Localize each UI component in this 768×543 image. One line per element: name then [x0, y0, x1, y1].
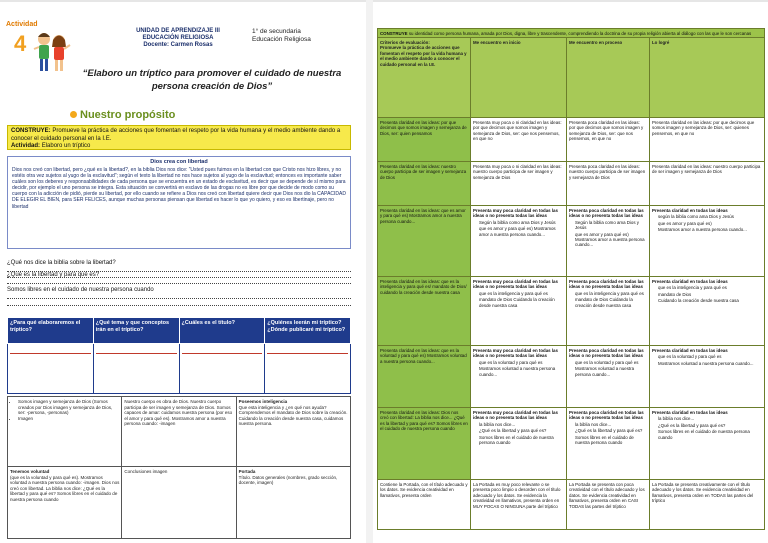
rubric-criterion: Presenta claridad en las ideas: que es la voluntad y para qué es) Mostramos voluntad a nuestra persona cuando... [378, 346, 471, 408]
rubric-level-text: Presenta muy poca claridad en todas las ideas o no presenta todas las ideas [473, 347, 558, 359]
rubric-construye [378, 29, 765, 38]
bullet-dot-icon [70, 111, 77, 118]
rubric-item: • según la biblia como ama Dios y Jesús [658, 214, 762, 219]
rubric-start [471, 408, 567, 480]
rubric-criterion: Presenta claridad en las ideas: nuestro cuerpo participa de ser imagen y semejanza de Dios [378, 162, 471, 206]
unit-header [118, 28, 238, 49]
triptych-cell-text: Que esta inteligencia y ¿en qué nos ayuda? Comprendemos el mandato de Dios sobre la creación. Cuidando la creación desde nuestra casa, cuidamos nuestra persona. [238, 404, 348, 427]
rubric-item: • la biblia nos dice... [658, 416, 762, 421]
unit-title: UNIDAD DE APRENDIZAJE III [136, 28, 220, 34]
rubric-item: • mandato de Dios Cuidando la creación desde nuestra casa [479, 297, 564, 308]
rubric-row [378, 206, 765, 277]
reading-box [7, 156, 351, 249]
rubric-item: • que es la inteligencia y para qué es [575, 291, 647, 296]
activity-number: 4 [14, 31, 27, 56]
rubric-col-process: Me encuentro en proceso [567, 38, 650, 118]
rubric-start [471, 206, 567, 277]
rubric-achieved: Presenta claridad en las ideas: nuestro cuerpo participa de ser imagen y semejanza de Dios [650, 162, 765, 206]
rubric-row [378, 346, 765, 408]
construye-box [7, 125, 351, 150]
rubric-item: • Cuidando la creación desde nuestra casa [658, 298, 762, 303]
planning-header: ¿Cuáles es el título? [179, 318, 265, 344]
subject-title: EDUCACIÓN RELIGIOSA [142, 35, 214, 41]
question-2: ¿Qué es la libertad y para qué es? [7, 272, 100, 278]
page-1 [0, 15, 366, 543]
rubric-level-text: Presenta claridad en todas las ideas [652, 409, 728, 415]
rubric-level-text: Presenta poca claridad en todas las ideas o no presenta todas las ideas [569, 347, 644, 359]
rubric-process: Presenta poca claridad en las ideas: por que decimos que somos imagen y semejanza de Dios, ser: que nos pensemos, en que no [567, 118, 650, 162]
triptych-cell [8, 397, 122, 467]
triptych-cell-text: (que es la voluntad y para qué es). Mostramos voluntad a nuestra persona cuando: -imagen. Dios nos creó con libertad. La biblia nos dice: ¿Qué es la libertad y para qué es? Somos libres en el cuidado de nuestra persona cuando [10, 474, 120, 502]
criteria-label: Criterios de evaluación: [380, 39, 430, 45]
triptych-cell-title: Tenemos voluntad [10, 469, 50, 474]
triptych-cell: Conclusiones imagen [122, 467, 236, 539]
rubric-item: • que es la voluntad y para qué es [658, 354, 762, 359]
rubric-item: • que es amor y para qué es) Mostramos amor a nuestra persona cuando... [479, 226, 564, 237]
answer-line [7, 305, 351, 306]
triptych-cell-text: Título. Datos generales (nombres, grado sección, docente, imagen) [238, 474, 338, 486]
rubric-criterion: Presenta claridad en las ideas: Dios nos creó con libertad: La biblia nos dice... ¿Qué es la libertad y para qué es? Somos libres en el cuidado de nuestra persona cuando [378, 408, 471, 480]
rubric-row [378, 162, 765, 206]
rubric-construye-label: CONSTRUYE [380, 30, 408, 36]
rubric-item: • que es amor y para qué es) Mostramos amor a nuestra persona cuando... [575, 232, 647, 248]
rubric-item: • mandato de Dios Cuidando la creación desde nuestra casa [575, 297, 647, 308]
rubric-item: • ¿Qué es la libertad y para qué es? [479, 428, 564, 433]
criteria-text: Promueve la práctica de acciones que fomentan el respeto por la vida humana y el medio ambiente dando a conocer el cuidado personal en la I.E. [380, 45, 467, 67]
rubric-item: • Mostramos amor a nuestra persona cuando... [658, 227, 762, 232]
rubric-start [471, 277, 567, 346]
answer-line [7, 283, 351, 284]
construye-text: Promueve la práctica de acciones que fomentan el respeto por la vida humana y el medio ambiente dando a conocer el cuidado personal en la I.E. [11, 128, 341, 142]
rubric-process: Presenta poca claridad en las ideas: nuestro cuerpo participa de ser imagen y semejanza de Dios [567, 162, 650, 206]
question-1: ¿Qué nos dice la biblia sobre la libertad? [7, 260, 116, 266]
rubric-process: La Portada se presenta con poca creatividad con el título adecuado y los datos. Se evidencia creatividad en llamativos, presenta orden en CASI TODAS las partes del tríptico [567, 480, 650, 530]
triptych-item: • Somos imagen y semejanza de Dios (Somos creados por Dios imagen y semejanza de Dios, ser: -persona, -personas) [18, 399, 119, 416]
rubric-item: • ¿Qué es la libertad y para qué es? [575, 428, 647, 433]
planning-header: ¿Qué tema y que conceptos irán en el tríptico? [93, 318, 179, 344]
rubric-item: • mandato de Dios [658, 292, 762, 297]
triptych-cell [236, 467, 350, 539]
rubric-item: • Mostramos voluntad a nuestra persona cuando... [575, 366, 647, 377]
rubric-item: • que es la voluntad y para qué es [575, 360, 647, 365]
rubric-level-text: Presenta poca claridad en todas las ideas o no presenta todas las ideas [569, 207, 644, 219]
answer-line [7, 298, 351, 299]
rubric-item: • Mostramos voluntad a nuestra persona cuando... [479, 366, 564, 377]
rubric-item: • ¿Qué es la libertad y para qué es? [658, 423, 762, 428]
rubric-level-text: Presenta muy poca claridad en todas las ideas o no presenta todas las ideas [473, 409, 558, 421]
triptych-cell-title: Portada [238, 469, 256, 474]
rubric-item: • Según la biblia como ama Dios y Jesús [479, 220, 564, 225]
rubric-item: • que es amor y para qué es) [658, 221, 762, 226]
rubric-process [567, 346, 650, 408]
planning-header: ¿Para qué elaboraremos el tríptico? [8, 318, 94, 344]
viewer-top-border [0, 0, 768, 2]
rubric-item: • Somos libres en el cuidado de nuestra persona cuando [479, 435, 564, 446]
rubric-item: • la biblia nos dice... [575, 422, 647, 427]
rubric-level-text: Presenta poca claridad en todas las ideas o no presenta todas las ideas [569, 409, 644, 421]
rubric-row [378, 277, 765, 346]
triptych-cell: Nuestro cuerpo es obra de Dios. Nuestro cuerpo participa de ser imagen y semejanza de Dios. Somos capaces de amar: cuidamos nuestra persona (por eso el amor y para qué es). Mostramos amor a nuestra persona cuando: -imagen [122, 397, 236, 467]
planning-cell[interactable] [265, 344, 351, 394]
children-illustration-icon [30, 29, 72, 77]
rubric-row [378, 408, 765, 480]
purpose-heading: Nuestro propósito [80, 109, 176, 121]
rubric-row [378, 480, 765, 530]
reading-title: Dios crea con libertad [150, 159, 208, 165]
rubric-start [471, 346, 567, 408]
rubric-achieved [650, 346, 765, 408]
rubric-row [378, 118, 765, 162]
planning-table [7, 317, 351, 394]
rubric-col-achieved: Lo logré [650, 38, 765, 118]
planning-header: ¿Quiénes leerán mi tríptico? ¿Dónde publicaré mi tríptico? [265, 318, 351, 344]
rubric-criterion: Presenta claridad en las ideas: por que decimos que somos imagen y semejanza de Dios, ser: quien pensamos [378, 118, 471, 162]
rubric-level-text: Presenta claridad en todas las ideas [652, 207, 728, 213]
rubric-item: • Mostramos voluntad a nuestra persona cuando... [658, 361, 762, 366]
planning-cell[interactable] [8, 344, 94, 394]
rubric-level-text: Presenta poca claridad en todas las ideas o no presenta todas las ideas [569, 278, 644, 290]
construye-label: CONSTRUYE: [11, 128, 51, 134]
planning-cell[interactable] [93, 344, 179, 394]
rubric-achieved [650, 408, 765, 480]
grade-info [252, 28, 342, 43]
rubric-achieved [650, 206, 765, 277]
activity-label: Actividad [6, 21, 38, 28]
rubric-start: La Portada es muy poco relevante o se presenta poco limpio o desorden con el título adecuado y los datos. Se evidencia la creatividad en llamativos, presenta orden en MUY POCAS O NINGUNA parte del tríptico [471, 480, 567, 530]
triptych-cell [236, 397, 350, 467]
rubric-table [377, 28, 765, 530]
page-gutter [366, 0, 373, 543]
rubric-level-text: Presenta muy poca claridad en todas las ideas o no presenta todas las ideas [473, 278, 558, 290]
rubric-level-text: Presenta claridad en todas las ideas [652, 278, 728, 284]
page-title: “Elaboro un tríptico para promover el cuidado de nuestra persona creación de Dios” [82, 68, 342, 92]
rubric-process [567, 277, 650, 346]
rubric-process [567, 206, 650, 277]
rubric-item: • que es la inteligencia y para qué es [658, 285, 762, 290]
planning-cell[interactable] [179, 344, 265, 394]
course-label: Educación Religiosa [252, 35, 311, 43]
rubric-item: • Somos libres en el cuidado de nuestra persona cuando [575, 435, 647, 446]
rubric-item: • que es la inteligencia y para qué es [479, 291, 564, 296]
rubric-criterion: Presenta claridad en las ideas: que es amor y para qué es) Mostramos amor a nuestra persona cuando... [378, 206, 471, 277]
rubric-process [567, 408, 650, 480]
triptych-cell [8, 467, 122, 539]
teacher-name: Docente: Carmen Rosas [143, 42, 213, 48]
rubric-item: • Según la biblia como ama Dios y Jesús [575, 220, 647, 231]
rubric-item: • Somos libres en el cuidado de nuestra persona cuando [658, 429, 762, 440]
rubric-achieved: Presenta claridad en las ideas: por que decimos que somos imagen y semejanza de Dios, ser: quienes pensemos, en que no [650, 118, 765, 162]
rubric-start: Presenta muy poca o ni claridad en las ideas: nuestro cuerpo participa de ser imagen y semejanza de Dios [471, 162, 567, 206]
page-2 [373, 15, 768, 543]
rubric-criterion: Contiene la Portada, con el título adecuado y los datos. Se evidencia creatividad en llamativos, presenta orden [378, 480, 471, 530]
rubric-achieved: La Portada se presenta creativamente con el título adecuado y los datos. Se evidencia creatividad en llamativos, presenta orden en TODAS las partes del tríptico [650, 480, 765, 530]
triptych-layout-table [7, 396, 351, 539]
rubric-criteria-header [378, 38, 471, 118]
rubric-criterion: Presenta claridad en las ideas: que es la inteligencia y para qué es/ mandato de Dios/ cuidando la creación desde nuestra casa [378, 277, 471, 346]
rubric-level-text: Presenta claridad en todas las ideas [652, 347, 728, 353]
triptych-cell-title: Poseemos inteligencia [238, 399, 288, 404]
grade-label: 1° de secundaria [252, 28, 301, 35]
rubric-item: • que es la voluntad y para qué es [479, 360, 564, 365]
activity-inline-label: Actividad: [11, 143, 41, 149]
activity-inline-text: Elaboro un tríptico [41, 143, 91, 149]
rubric-achieved [650, 277, 765, 346]
rubric-item: • la biblia nos dice... [479, 422, 564, 427]
reading-text: Dios nos creó con libertad, pero ¿qué es la libertad?, en la biblia Dios nos dice: “Usted pues fuimos en la libertad con que Cristo nos hizo libres, y no estéis otra vez sujetos al yugo de la esclavitud”; según el texto la libertad no nos hace sujetos al yugo de la esclavitud; entonces es importante saber cuáles son los deberes y responsabilidades de cada persona que se encuentra en un estado de esclavitud, es decir que se depende de sí mismo para decidir, por ejemplo el uno persona se integra. Esta situación se convertirá en esclavo de las drogas no es libre por que decide de modo como su cuerpo con la adicción de pidió, pierde su libertad, por ello cuando se refiere a Dios nos creó con libertad quiere decir que Dios nos dio la CAPACIDAD DE ELEGIR EL BIEN, para SER FELICES, aunque muchas personas piensan que libertad es hacer lo que yo quiero, y eso es libertinaje, pero no libertad [12, 167, 346, 210]
rubric-start: Presenta muy poca o ni claridad en las ideas: por que decimos que somos imagen y semejanza de Dios, ser: que nos pensemos, en que no [471, 118, 567, 162]
question-3: Somos libres en el cuidado de nuestra persona cuando [7, 287, 154, 293]
rubric-col-start: Me encuentro en inicio [471, 38, 567, 118]
rubric-level-text: Presenta muy poca claridad en todas las ideas o no presenta todas las ideas [473, 207, 558, 219]
rubric-construye-text: su identidad como persona humana, amada por Dios, digna, libre y trascendente, comprendiendo la doctrina de su propia religión abierta al diálogo con las que le son cercanas [408, 30, 752, 36]
triptych-item: • Imagen [18, 416, 119, 422]
